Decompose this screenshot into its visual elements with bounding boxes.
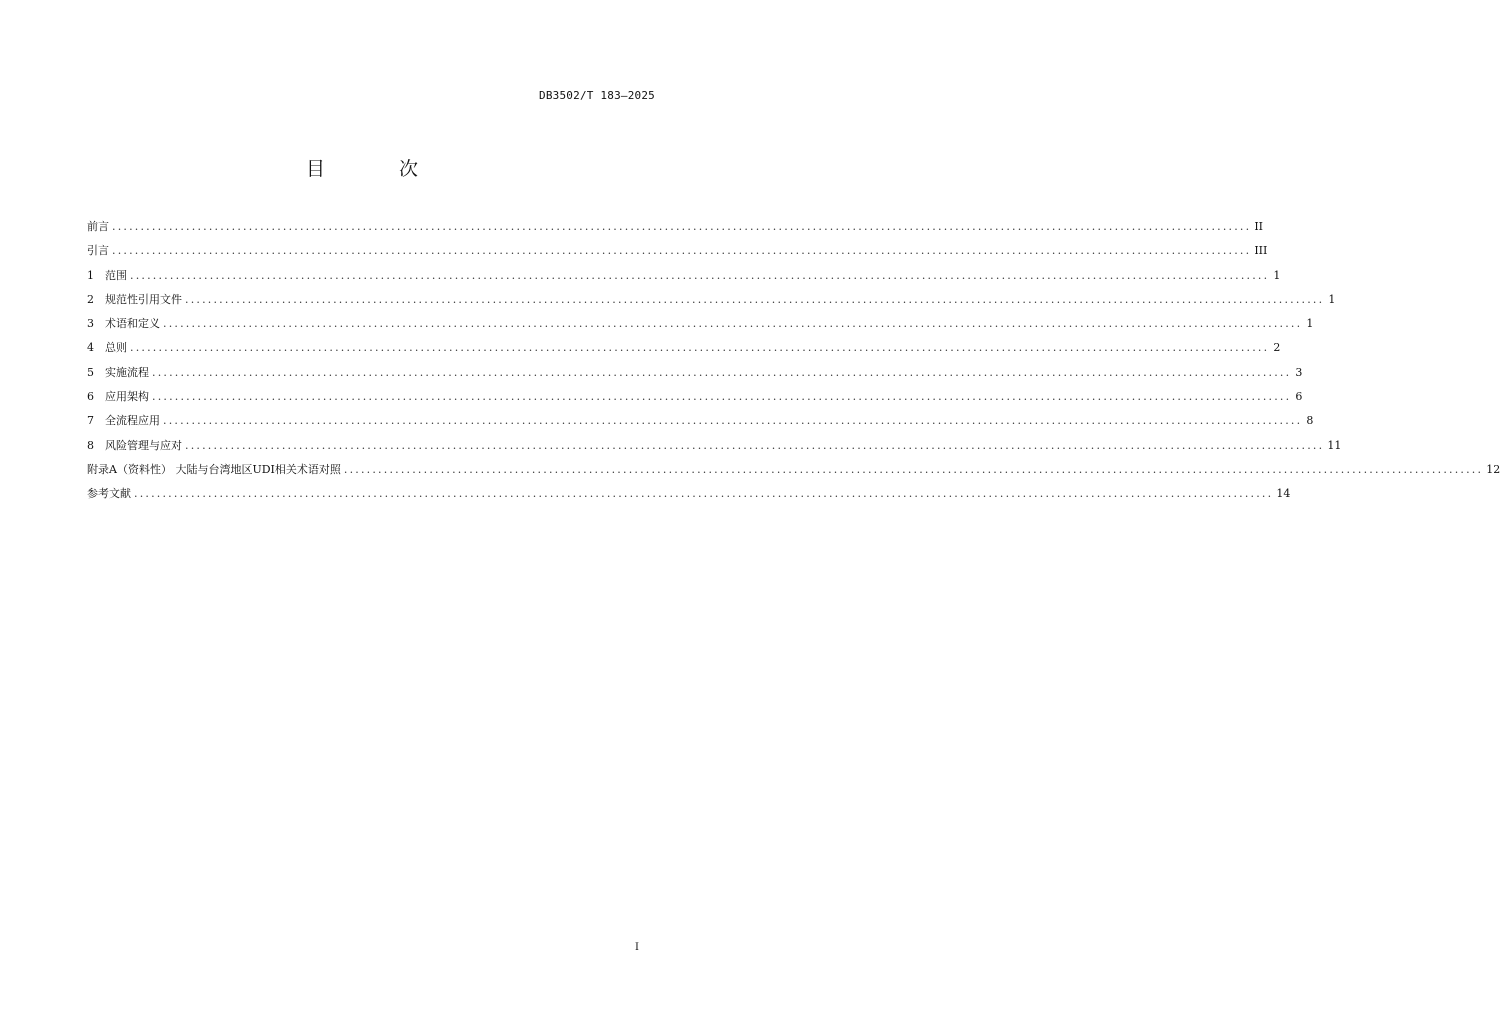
toc-entry-number: 1	[87, 268, 94, 282]
toc-entry-page: 1	[1328, 292, 1336, 306]
toc-entry-number: 8	[87, 438, 94, 452]
toc-dot-leader: ........................................................................................................................................................................................................	[134, 487, 1274, 501]
toc-entry-page: 2	[1273, 341, 1281, 355]
toc-entry[interactable]	[87, 461, 1500, 485]
toc-entry-page: 1	[1306, 317, 1314, 331]
toc-entry[interactable]	[87, 339, 1281, 363]
toc-entry[interactable]	[87, 291, 1336, 315]
toc-entry-page: 8	[1306, 414, 1314, 428]
toc-dot-leader: ........................................................................................................................................................................................................	[185, 438, 1325, 452]
toc-dot-leader: ........................................................................................................................................................................................................	[185, 292, 1325, 306]
toc-entry-page: 1	[1273, 268, 1281, 282]
toc-entry-page: 14	[1276, 487, 1291, 501]
toc-entry-label: 规范性引用文件	[105, 292, 182, 306]
toc-entry[interactable]	[87, 242, 1268, 266]
toc-entry-number: 3	[87, 317, 94, 331]
page-title: 目 次	[305, 158, 453, 180]
toc-entry[interactable]	[87, 315, 1314, 339]
toc-dot-leader: ........................................................................................................................................................................................................	[163, 414, 1303, 428]
toc-entry[interactable]	[87, 267, 1281, 291]
toc-dot-leader: ........................................................................................................................................................................................................	[112, 244, 1252, 258]
toc-entry-label: 应用架构	[105, 390, 149, 404]
toc-dot-leader: ........................................................................................................................................................................................................	[152, 390, 1292, 404]
toc-entry-label: 前言	[87, 220, 109, 233]
toc-entry-number: 7	[87, 414, 94, 428]
toc-entry-page: 3	[1295, 365, 1303, 379]
toc-entry[interactable]	[87, 218, 1264, 242]
toc-dot-leader: ........................................................................................................................................................................................................	[343, 462, 1484, 476]
toc-entry-number: 4	[87, 341, 94, 355]
toc-dot-leader: ........................................................................................................................................................................................................	[130, 268, 1270, 282]
document-code: DB3502/T 183—2025	[539, 89, 655, 102]
toc-entry-label: 实施流程	[105, 365, 149, 379]
toc-entry-label: 全流程应用	[105, 414, 160, 428]
toc-dot-leader: ........................................................................................................................................................................................................	[163, 317, 1303, 331]
toc-entry-page: III	[1254, 244, 1268, 258]
toc-entry-page: II	[1254, 220, 1264, 233]
toc-entry[interactable]	[87, 364, 1303, 388]
toc-entry[interactable]	[87, 485, 1291, 509]
toc-entry-label: 引言	[87, 244, 109, 258]
toc-entry[interactable]	[87, 412, 1314, 436]
toc-entry-label: 附录A（资料性） 大陆与台湾地区UDI相关术语对照	[87, 462, 341, 476]
toc-entry-label: 风险管理与应对	[105, 438, 182, 452]
toc-entry-number: 2	[87, 292, 94, 306]
toc-entry-label: 范围	[105, 268, 127, 282]
toc-entry-label: 参考文献	[87, 487, 131, 501]
page-number: I	[635, 942, 639, 953]
toc-dot-leader: ........................................................................................................................................................................................................	[130, 341, 1270, 355]
table-of-contents	[87, 218, 1500, 510]
toc-entry-page: 12	[1486, 462, 1500, 476]
toc-entry-number: 5	[87, 365, 94, 379]
toc-dot-leader: ........................................................................................................................................................................................................	[152, 365, 1292, 379]
toc-dot-leader: ........................................................................................................................................................................................................	[112, 220, 1252, 233]
toc-entry[interactable]	[87, 388, 1303, 412]
toc-entry-label: 总则	[105, 341, 127, 355]
toc-entry-label: 术语和定义	[105, 317, 160, 331]
toc-entry-number: 6	[87, 390, 94, 404]
toc-entry-page: 11	[1327, 438, 1342, 452]
toc-entry-page: 6	[1295, 390, 1303, 404]
toc-entry[interactable]	[87, 437, 1342, 461]
